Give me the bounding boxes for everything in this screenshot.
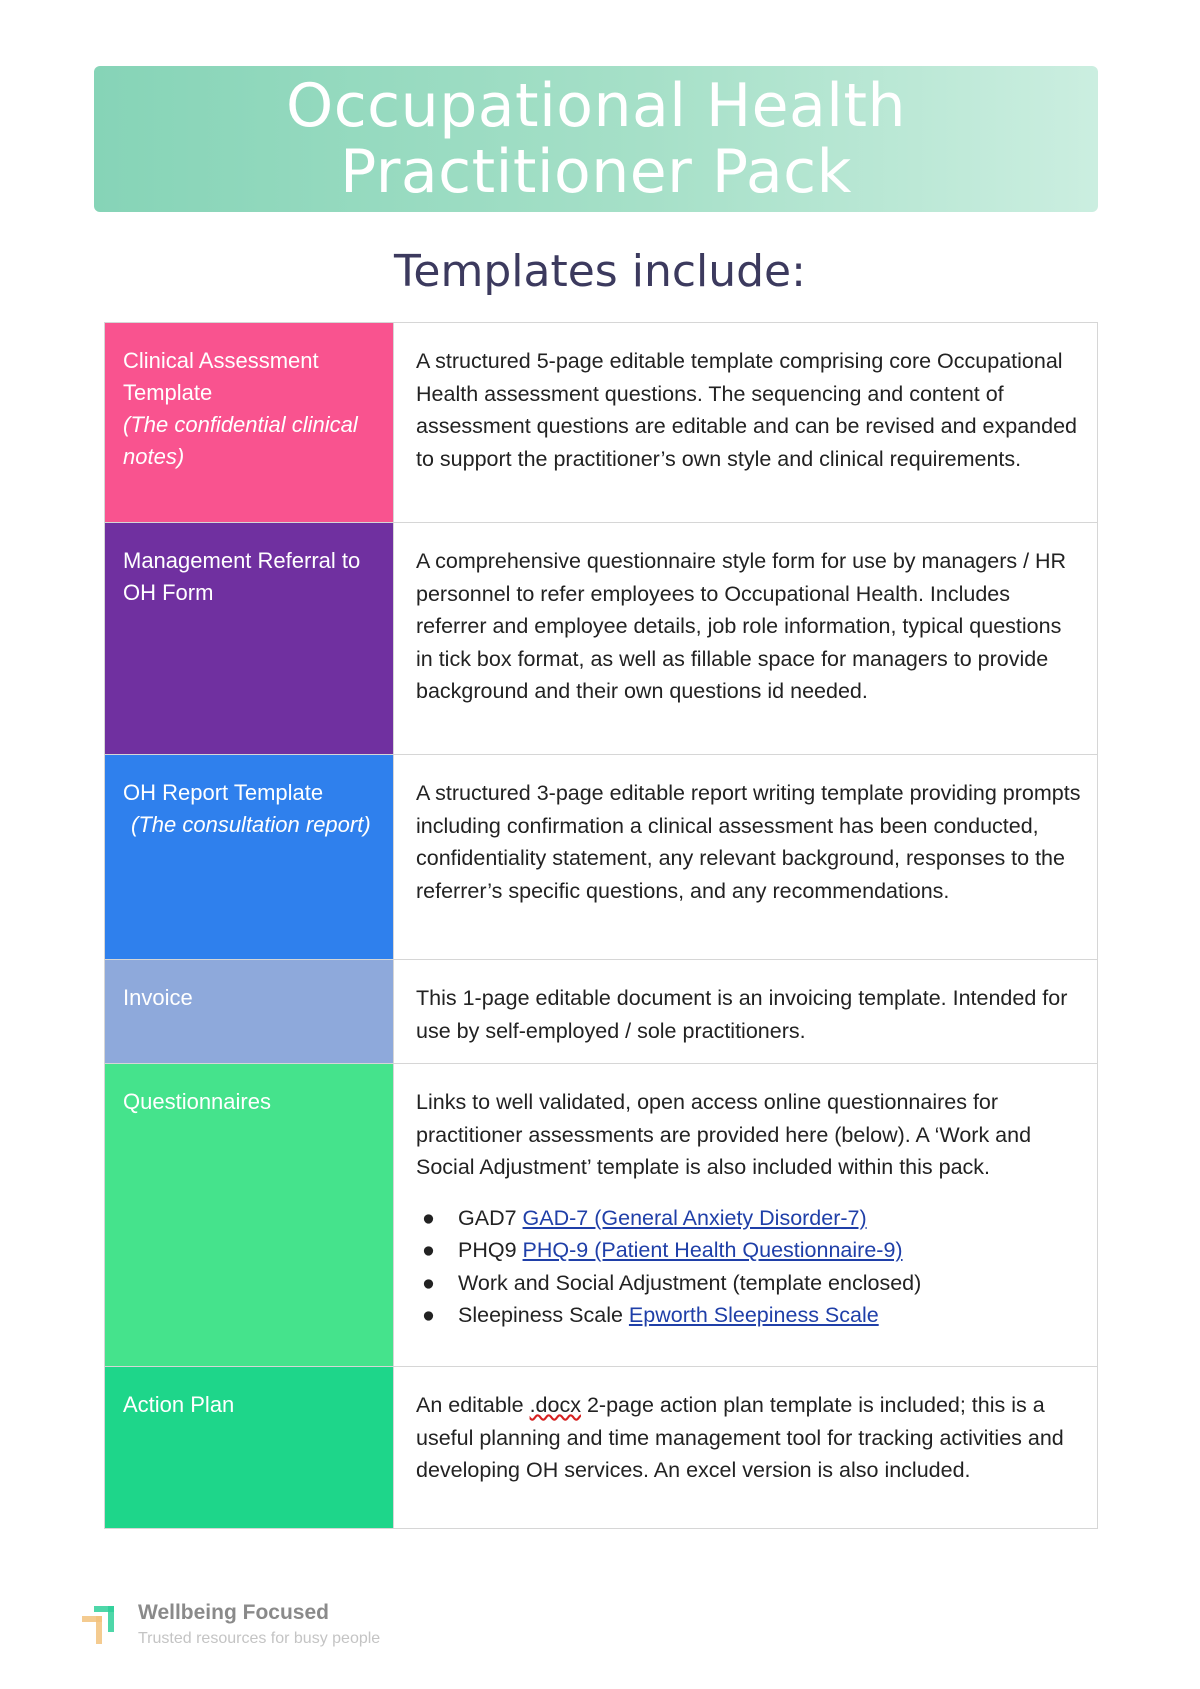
- questionnaires-intro: Links to well validated, open access online questionnaires for practitioner assessments are provided here (below). A ‘Work and Social Adjustment’ template is also included within this pack.: [416, 1090, 1032, 1179]
- bullet-text: Work and Social Adjustment (template enclosed): [458, 1270, 922, 1295]
- questionnaire-list: [416, 1202, 1083, 1332]
- label-management-referral: Management Referral to OH Form: [123, 548, 361, 605]
- wellbeing-logo-icon: [80, 1598, 128, 1648]
- templates-table: [104, 322, 1098, 1529]
- label-cell-action-plan: [105, 1367, 394, 1529]
- label-cell-invoice: [105, 960, 394, 1064]
- label-cell-clinical: [105, 323, 394, 523]
- label-cell-report: [105, 755, 394, 960]
- label-oh-report: OH Report Template: [123, 780, 324, 805]
- bullet-prefix: PHQ9: [458, 1238, 517, 1262]
- list-item: [416, 1202, 1083, 1235]
- epworth-link[interactable]: Epworth Sleepiness Scale: [628, 1303, 879, 1327]
- bullet-icon: ●: [422, 1303, 435, 1327]
- description-invoice: This 1-page editable document is an invoicing template. Intended for use by self-employed / sole practitioners.: [394, 960, 1098, 1064]
- bullet-icon: ●: [422, 1205, 435, 1230]
- list-item: [416, 1299, 1083, 1332]
- docx-word: .docx: [529, 1393, 581, 1417]
- label-action-plan: Action Plan: [123, 1392, 235, 1417]
- gad7-link[interactable]: GAD-7 (General Anxiety Disorder-7): [522, 1205, 867, 1230]
- label-invoice: Invoice: [123, 985, 193, 1010]
- description-action-plan: [394, 1367, 1098, 1529]
- label-note-report: (The consultation report): [131, 812, 371, 837]
- section-heading: Templates include:: [394, 246, 806, 297]
- list-item: [416, 1234, 1083, 1267]
- footer-brand: Wellbeing Focused: [138, 1601, 329, 1624]
- label-cell-questionnaires: [105, 1064, 394, 1367]
- description-report: A structured 3-page editable report writing template providing prompts including confirmation a clinical assessment has been conducted, confidentiality statement, any relevant background, responses to the referrer’s specific questions, and any recommendations.: [394, 755, 1098, 960]
- description-management: A comprehensive questionnaire style form for use by managers / HR personnel to refer employees to Occupational Health. Includes referrer and employee details, job role information, typical questions in tick box format, as well as fillable space for managers to provide background and their own questions id needed.: [394, 523, 1098, 755]
- bullet-prefix: GAD7: [458, 1205, 517, 1230]
- action-plan-text-end: 2-page action plan template is included; this is a useful planning and time management tool for tracking activities and developing OH services. An excel version is also included.: [416, 1393, 1064, 1482]
- action-plan-text-start: An editable: [416, 1393, 524, 1417]
- table-row: [105, 755, 1098, 960]
- table-row: [105, 960, 1098, 1064]
- phq9-link[interactable]: PHQ-9 (Patient Health Questionnaire-9): [522, 1238, 903, 1262]
- title-banner: [94, 66, 1098, 212]
- bullet-icon: ●: [422, 1238, 435, 1262]
- title-line-1: Occupational Health: [285, 71, 907, 141]
- title-line-2: Practitioner Pack: [340, 137, 852, 207]
- description-questionnaires: [394, 1064, 1098, 1367]
- label-clinical-assessment: Clinical Assessment Template: [123, 348, 319, 405]
- label-cell-management: [105, 523, 394, 755]
- label-note-clinical: (The confidential clinical notes): [123, 412, 358, 469]
- list-item: [416, 1267, 1083, 1300]
- description-clinical: A structured 5-page editable template comprising core Occupational Health assessment questions. The sequencing and content of assessment questions are editable and can be revised and expanded to support the practitioner’s own style and clinical requirements.: [394, 323, 1098, 523]
- bullet-prefix: Sleepiness Scale: [458, 1303, 623, 1327]
- table-row: [105, 323, 1098, 523]
- table-row: [105, 523, 1098, 755]
- bullet-icon: ●: [422, 1270, 435, 1295]
- table-row: [105, 1064, 1098, 1367]
- table-row: [105, 1367, 1098, 1529]
- label-questionnaires: Questionnaires: [123, 1089, 271, 1114]
- footer-tagline: Trusted resources for busy people: [138, 1630, 381, 1647]
